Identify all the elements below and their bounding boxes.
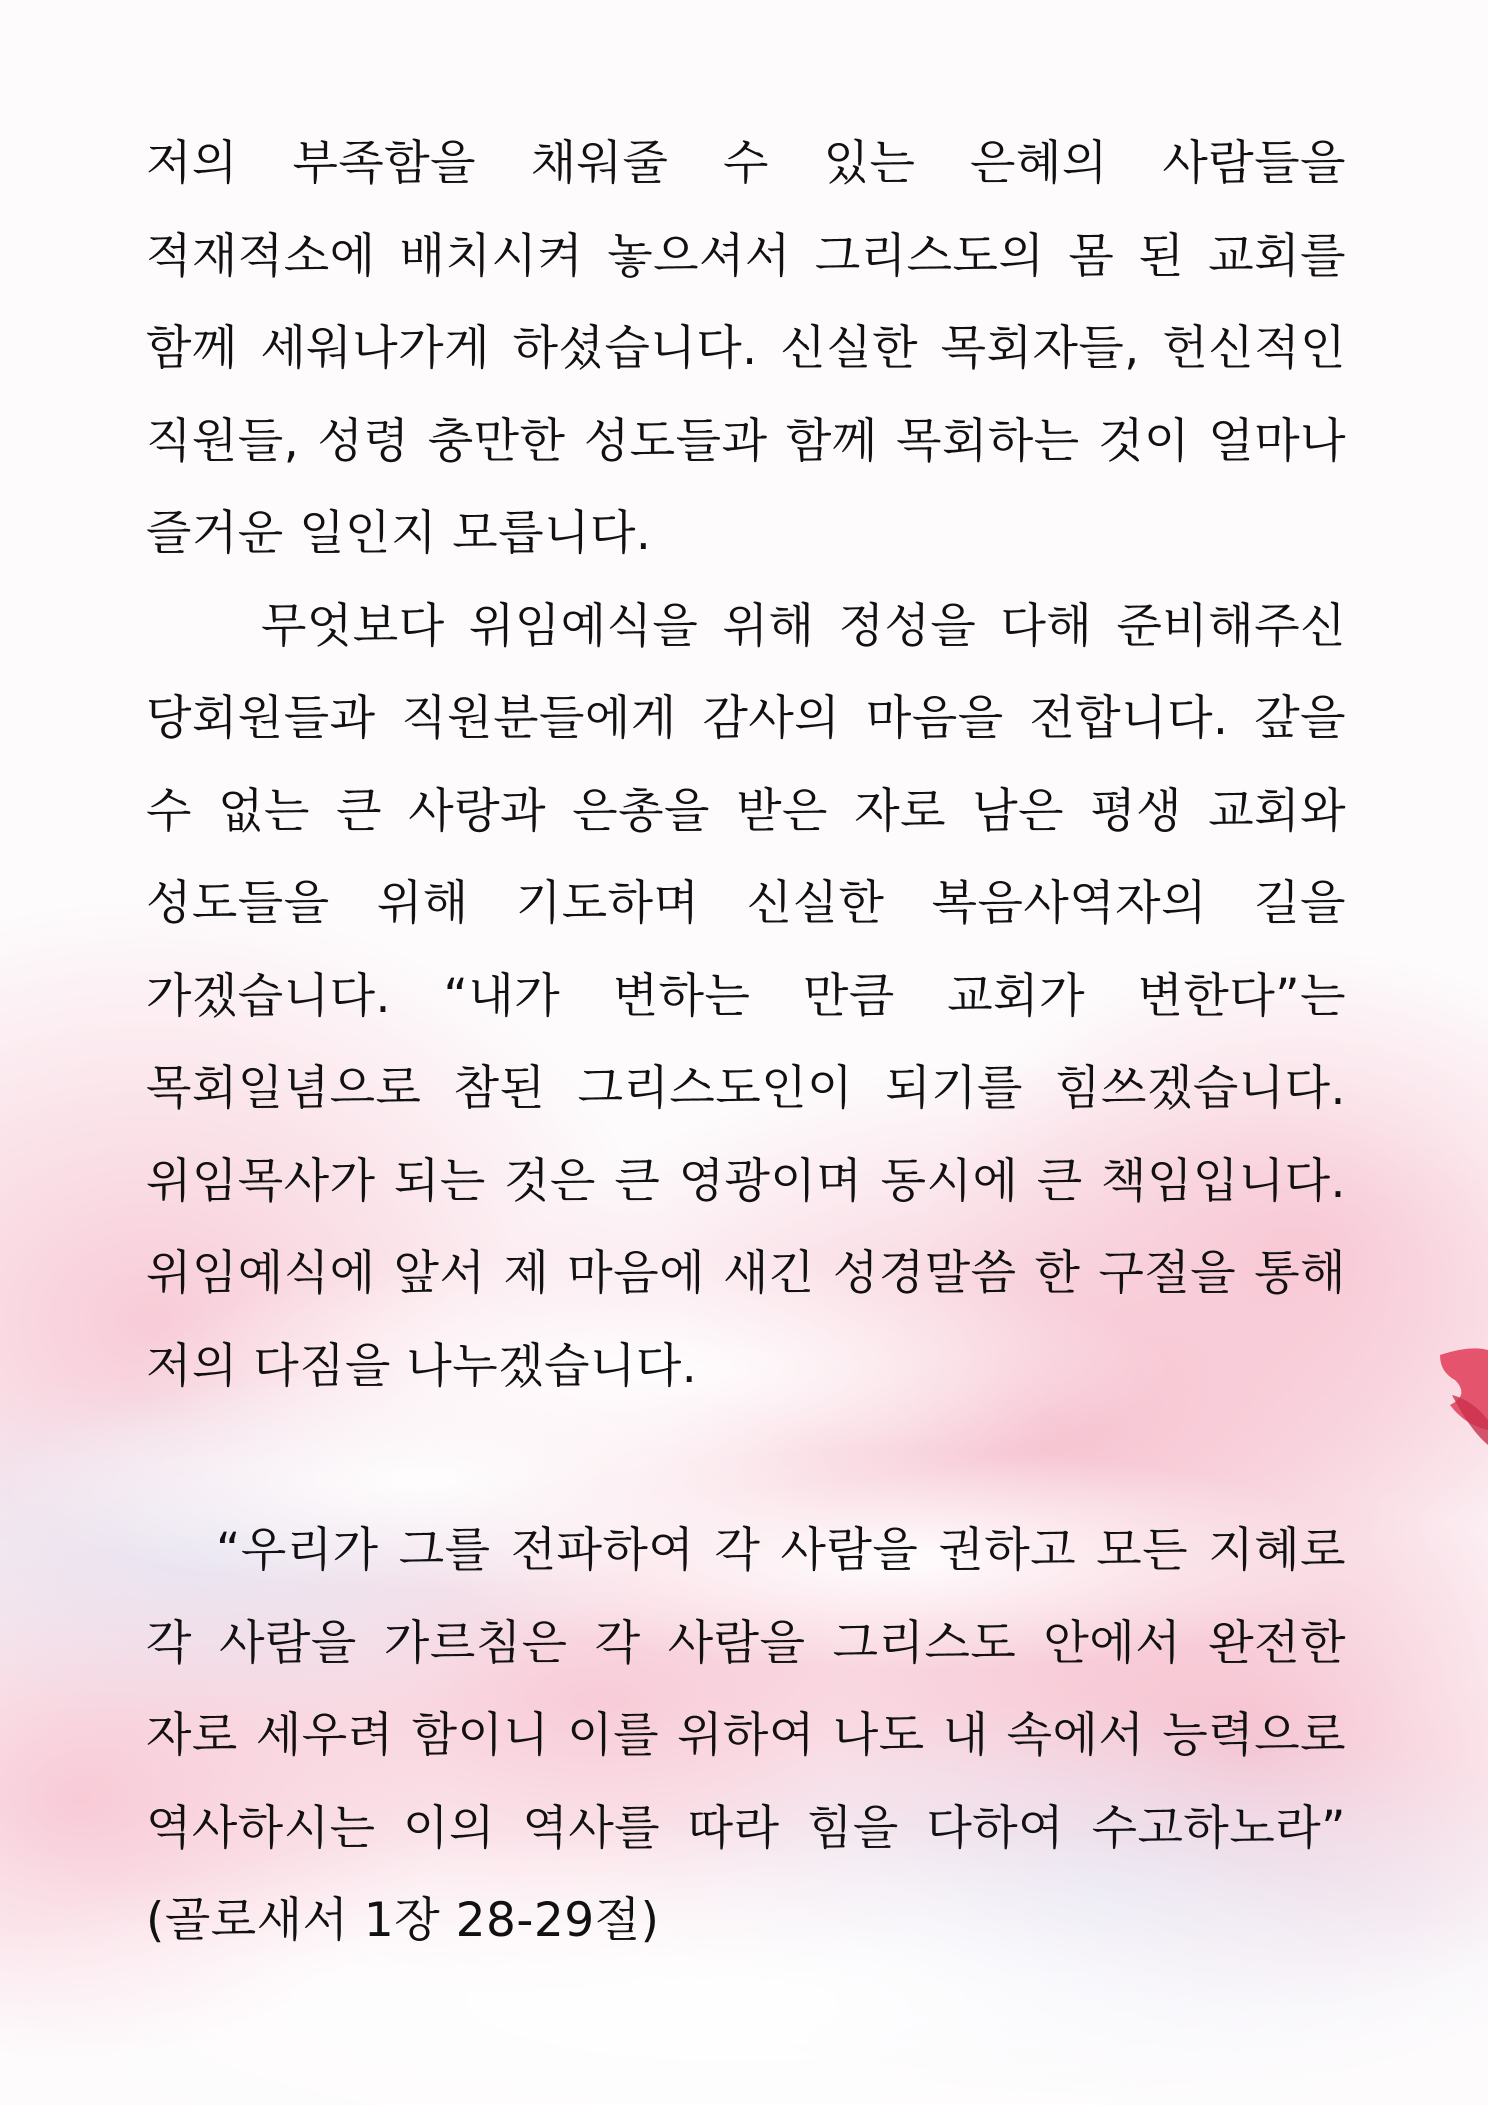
paragraph-gratitude: 저의 부족함을 채워줄 수 있는 은혜의 사람들을 적재적소에 배치시켜 놓으셔서 그리스도의 몸 된 교회를 함께 세워나가게 하셨습니다. 신실한 목회자들, 헌신적인 직원들, 성령 충만한 성도들과 함께 목회하는 것이 얼마나 즐거운 일인지 모릅니다. xyxy=(146,136,1346,561)
document-body xyxy=(146,118,1346,1968)
paragraph-spacer xyxy=(146,1413,1346,1505)
scripture-quote: “우리가 그를 전파하여 각 사람을 권하고 모든 지혜로 각 사람을 가르침은 각 사람을 그리스도 안에서 완전한 자로 세우려 함이니 이를 위하여 나도 내 속에서 능력으로 역사하시는 이의 역사를 따라 힘을 다하여 수고하노라” (골로새서 1장 28-29절) xyxy=(146,1523,1346,1948)
paragraph-thanks: 무엇보다 위임예식을 위해 정성을 다해 준비해주신 당회원들과 직원분들에게 감사의 마음을 전합니다. 갚을 수 없는 큰 사랑과 은총을 받은 자로 남은 평생 교회와 성도들을 위해 기도하며 신실한 복음사역자의 길을 가겠습니다. “내가 변하는 만큼 교회가 변한다”는 목회일념으로 참된 그리스도인이 되기를 힘쓰겠습니다. 위임목사가 되는 것은 큰 영광이며 동시에 큰 책임입니다. 위임예식에 앞서 제 마음에 새긴 성경말씀 한 구절을 통해 저의 다짐을 나누겠습니다. xyxy=(146,598,1346,1394)
